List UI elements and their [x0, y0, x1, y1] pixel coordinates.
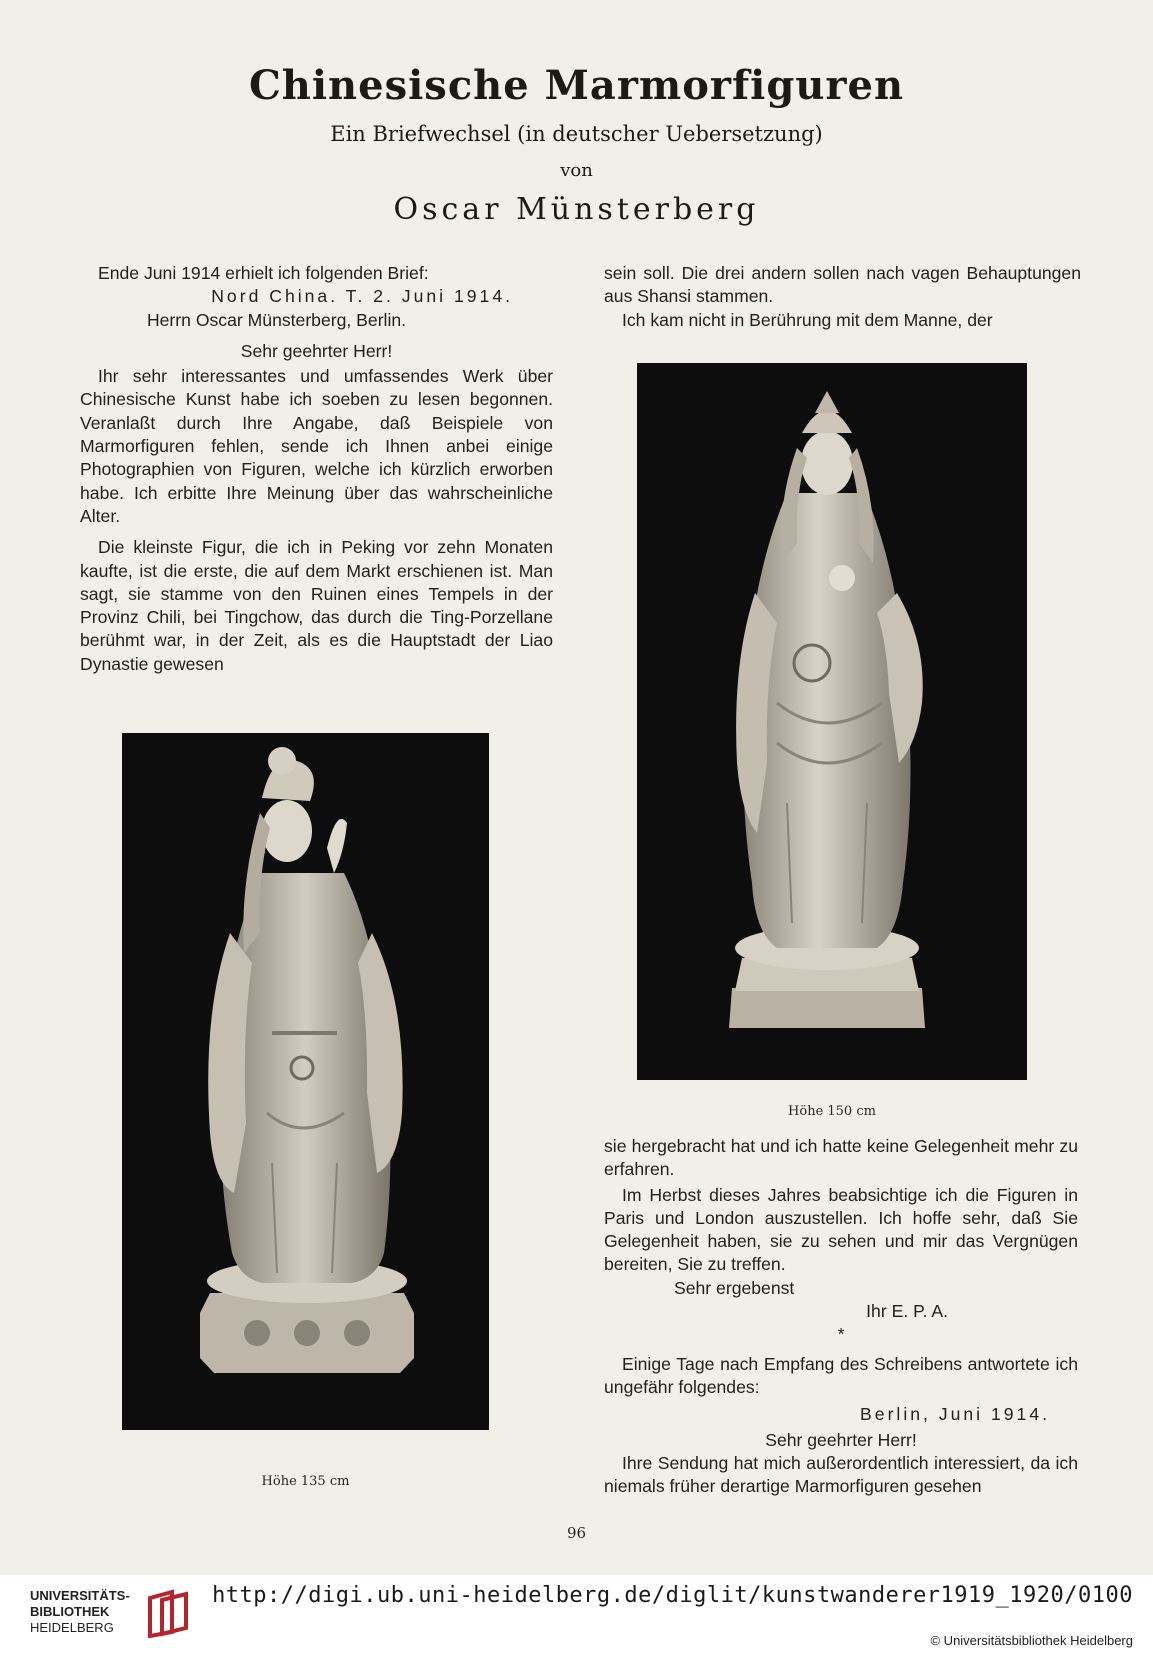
- library-emblem-icon: [142, 1588, 194, 1638]
- section-separator: *: [837, 1324, 845, 1345]
- digitization-footer: [0, 1575, 1153, 1657]
- reply-intro: Einige Tage nach Empfang des Schreibens antwortete ich ungefähr folgendes:: [604, 1353, 1078, 1397]
- letter-paragraph-3: Ich kam nicht in Berührung mit dem Manne, der: [622, 309, 993, 330]
- right-column-top-text: [604, 262, 1081, 332]
- letter-closing: Sehr ergebenst: [674, 1277, 795, 1298]
- caption-left-figure: Höhe 135 cm: [261, 1474, 350, 1489]
- photo-marble-figure-150cm: [637, 363, 1027, 1080]
- letter-paragraph-2: Die kleinste Figur, die ich in Peking vor zehn Monaten kaufte, ist die erste, die auf dem Markt erschienen ist. Man sagt, sie stamme von den Ruinen eines Tempels in der Provinz Chili, bei Tingchow, das durch die Ting-Porzellane berühmt war, in der Zeit, als es die Hauptstadt der Liao Dynastie gewesen: [80, 537, 553, 674]
- photo-marble-figure-135cm: [122, 733, 489, 1430]
- letter-paragraph-1: Ihr sehr interessantes und umfassendes Werk über Chinesische Kunst habe ich soeben zu lesen begonnen. Veranlaßt durch Ihre Angabe, daß Beispiele von Marmorfiguren fehlen, sende ich Ihnen anbei einige Photographien von Figuren, welche ich kürzlich erworben habe. Ich erbitte Ihre Meinung über das wahrscheinliche Alter.: [80, 366, 553, 526]
- left-column-text: [80, 262, 553, 676]
- right-column-bottom-text: [604, 1135, 1078, 1498]
- letter-addressee: Herrn Oscar Münsterberg, Berlin.: [146, 309, 407, 330]
- letter-paragraph-3-continued: sie hergebracht hat und ich hatte keine Gelegenheit mehr zu erfahren.: [604, 1136, 1078, 1180]
- library-name-line-2: BIBLIOTHEK: [30, 1604, 110, 1619]
- article-title: Chinesische Marmorfiguren: [248, 62, 905, 109]
- byline-von: von: [560, 160, 593, 181]
- letter-signature: Ihr E. P. A.: [866, 1301, 948, 1322]
- reply-paragraph: Ihre Sendung hat mich außerordentlich interessiert, da ich niemals früher derartige Marmorfiguren gesehen: [604, 1452, 1078, 1497]
- article-subtitle: Ein Briefwechsel (in deutscher Uebersetzung): [330, 122, 823, 146]
- standing-figure-illustration: [637, 363, 1027, 1080]
- intro-line: Ende Juni 1914 erhielt ich folgenden Brief:: [98, 263, 429, 283]
- library-name-line-3: HEIDELBERG: [30, 1620, 114, 1635]
- letter-place-date: Nord China. T. 2. Juni 1914.: [211, 286, 513, 307]
- standing-figure-illustration: [122, 733, 489, 1430]
- caption-right-figure: Höhe 150 cm: [788, 1104, 876, 1119]
- author-name: Oscar Münsterberg: [393, 192, 760, 227]
- source-url-link[interactable]: http://digi.ub.uni-heidelberg.de/diglit/kunstwanderer1919_1920/0100: [212, 1583, 1133, 1608]
- reply-salutation: Sehr geehrter Herr!: [765, 1429, 917, 1450]
- letter-salutation: Sehr geehrter Herr!: [240, 340, 393, 361]
- library-logo: [30, 1588, 200, 1648]
- copyright-notice: © Universitätsbibliothek Heidelberg: [930, 1633, 1133, 1648]
- page-number: 96: [566, 1524, 587, 1542]
- letter-paragraph-2-continued: sein soll. Die drei andern sollen nach vagen Behauptungen aus Shansi stammen.: [604, 263, 1081, 307]
- letter-paragraph-4: Im Herbst dieses Jahres beabsichtige ich die Figuren in Paris und London auszustellen. Ich hoffe sehr, daß Sie Gelegenheit haben, sie zu sehen und mir das Vergnügen bereiten, Sie zu treffen.: [604, 1184, 1078, 1275]
- reply-place-date: Berlin, Juni 1914.: [860, 1404, 1050, 1425]
- library-name-line-1: UNIVERSITÄTS-: [30, 1588, 130, 1603]
